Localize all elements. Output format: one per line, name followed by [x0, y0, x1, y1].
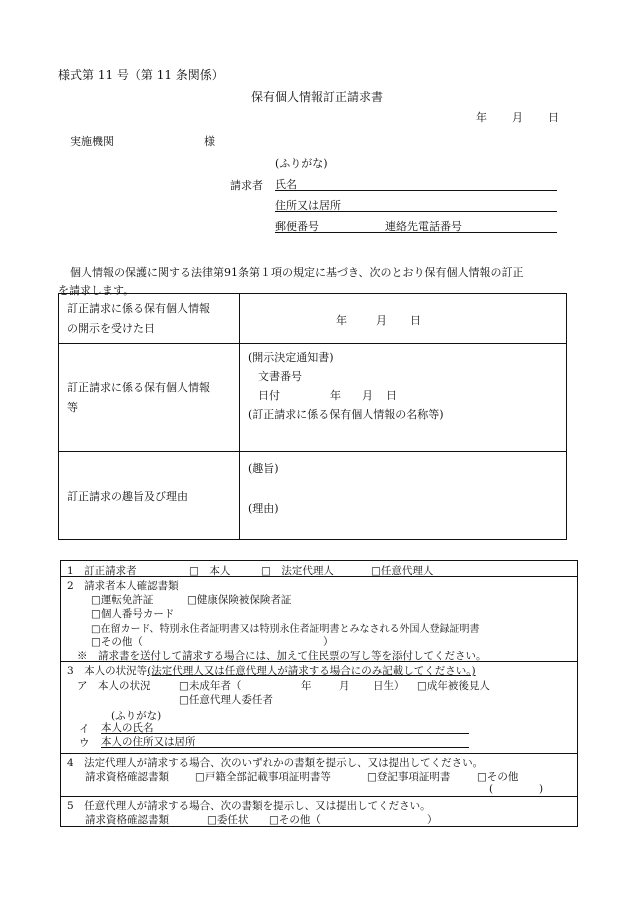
section5-docs-label: 請求資格確認書類 — [85, 814, 169, 826]
section4-paren-close: ) — [539, 783, 544, 795]
requester-furigana: (ふりがな) — [275, 157, 328, 170]
voluntary-agent-checkbox[interactable]: □任意代理人 — [371, 565, 434, 577]
notice-year: 年 — [330, 389, 341, 402]
principal-name-letter: イ — [79, 723, 90, 735]
requester-contact-field[interactable] — [275, 218, 557, 233]
purpose-reason-field[interactable] — [240, 452, 567, 540]
info-name-label: (訂正請求に係る保有個人情報の名称等) — [248, 408, 444, 421]
date-day: 日 — [548, 111, 559, 124]
agency-honorific: 様 — [204, 135, 215, 148]
disclosure-date-field[interactable] — [240, 294, 567, 344]
requester-label: 請求者 — [230, 179, 263, 192]
page-title: 保有個人情報訂正請求書 — [251, 90, 384, 104]
my-number-card-checkbox[interactable]: □個人番号カード — [91, 608, 175, 620]
section4-paren-open: ( — [489, 783, 494, 795]
status-label: ア 本人の状況 — [77, 680, 151, 692]
personal-info-label: 訂正請求に係る保有個人情報 等 — [59, 344, 240, 452]
reason-label: (理由) — [248, 502, 279, 515]
birth-day: 日生） — [373, 680, 405, 692]
disclosure-day: 日 — [410, 313, 421, 327]
date-year: 年 — [476, 111, 487, 124]
power-of-attorney-checkbox[interactable]: □委任状 — [207, 814, 249, 826]
phone-label: 連絡先電話番号 — [385, 220, 462, 233]
requester-name-field[interactable] — [275, 176, 557, 191]
notice-day: 日 — [386, 389, 397, 402]
birth-year: 年 — [301, 680, 312, 692]
agency-label: 実施機関 — [70, 135, 114, 148]
section3-title: 3 本人の状況等(法定代理人又は任意代理人が請求する場合にのみ記載してください。) — [67, 665, 476, 677]
purpose-label: (趣旨) — [248, 462, 279, 475]
notice-month: 月 — [362, 389, 373, 402]
family-register-checkbox[interactable]: □戸籍全部記載事項証明書等 — [195, 771, 331, 783]
adult-ward-checkbox[interactable]: □成年被後見人 — [417, 680, 490, 692]
table-row — [59, 294, 567, 344]
section4-docs-label: 請求資格確認書類 — [85, 771, 169, 783]
section5-other-checkbox[interactable]: □その他（ — [269, 814, 321, 826]
date-month: 月 — [512, 111, 523, 124]
section5-title: 5 任意代理人が請求する場合、次の書類を提示し、又は提出してください。 — [67, 800, 431, 812]
form-number: 様式第 11 号（第 11 条関係） — [58, 68, 224, 82]
registry-certificate-checkbox[interactable]: □登記事項証明書 — [367, 771, 451, 783]
requester-address-field[interactable] — [275, 197, 557, 212]
principal-address-letter: ウ — [79, 737, 90, 749]
purpose-reason-label: 訂正請求の趣旨及び理由 — [59, 452, 240, 540]
drivers-license-checkbox[interactable]: □運転免許証 — [91, 594, 154, 606]
residence-card-checkbox[interactable]: □在留カード、特別永住者証明書又は特別永住者証明書とみなされる外国人登録証明書 — [91, 624, 480, 635]
document-number-label: 文書番号 — [258, 370, 302, 383]
section2-title: 2 請求者本人確認書類 — [67, 580, 179, 592]
personal-info-field[interactable] — [240, 344, 567, 452]
birth-month: 月 — [339, 680, 350, 692]
postal-code-label: 郵便番号 — [275, 220, 319, 233]
minor-checkbox[interactable]: □未成年者（ — [179, 680, 242, 692]
principal-address-field[interactable]: 本人の住所又は居所 — [101, 734, 469, 748]
requester-name-label: 氏名 — [275, 178, 297, 191]
health-insurance-checkbox[interactable]: □健康保険被保険者証 — [187, 594, 292, 606]
table-row — [59, 344, 567, 452]
intro-line-1: 個人情報の保護に関する法律第91条第１項の規定に基づき、次のとおり保有個人情報の訂正 — [70, 266, 524, 279]
section2-note: ※ 請求書を送付して請求する場合には、加えて住民票の写し等を添付してください。 — [77, 650, 487, 662]
disclosure-year: 年 — [336, 313, 347, 327]
intro-line-2: を請求します。 — [58, 284, 135, 297]
requester-address-label: 住所又は居所 — [275, 199, 341, 212]
legal-representative-checkbox[interactable]: □ 法定代理人 — [261, 565, 334, 577]
disclosure-date-label: 訂正請求に係る保有個人情報 の開示を受けた日 — [59, 294, 240, 344]
supplementary-box — [60, 560, 578, 827]
principal-of-agent-checkbox[interactable]: □任意代理人委任者 — [179, 694, 273, 706]
section5-other-close: ） — [427, 814, 438, 826]
section1-label: 1 訂正請求者 — [67, 565, 137, 577]
table-row — [59, 452, 567, 540]
principal-furigana: (ふりがな) — [111, 710, 162, 722]
notice-label: (開示決定通知書) — [248, 351, 334, 364]
other-id-close: ） — [323, 636, 334, 648]
disclosure-month: 月 — [376, 313, 387, 327]
requester-self-checkbox[interactable]: □ 本人 — [189, 565, 231, 577]
section4-other-checkbox[interactable]: □その他 — [477, 771, 519, 783]
request-table — [58, 293, 567, 540]
section4-title: 4 法定代理人が請求する場合、次のいずれかの書類を提示し、又は提出してください。 — [67, 757, 484, 769]
notice-date-label: 日付 — [258, 389, 280, 402]
other-id-checkbox[interactable]: □その他（ — [91, 636, 143, 648]
principal-name-field[interactable]: 本人の氏名 — [101, 720, 469, 734]
